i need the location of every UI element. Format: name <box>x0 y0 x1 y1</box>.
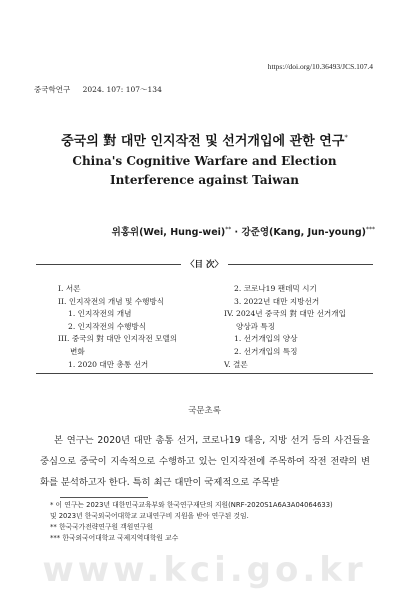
abstract-body: 본 연구는 2020년 대만 총통 선거, 코로나19 대응, 지방 선거 등의 사건들을 중심으로 중국이 지속적으로 수행하고 있는 인지작전에 주목하여 작전 전략의 변화를 분석하고자 한다. 특히 최근 대만이 국제적으로 주목받 <box>40 435 370 488</box>
footnote-divider <box>60 497 148 498</box>
watermark: www.kci.go.kr <box>42 550 367 590</box>
toc-item: 2. 선거개입의 특징 <box>234 346 298 356</box>
toc-item: V. 결론 <box>224 359 248 369</box>
toc-item: 양상과 특징 <box>236 321 276 331</box>
toc-item: 변화 <box>70 346 85 356</box>
toc-item: 1. 선거개입의 양상 <box>234 334 298 344</box>
english-title: China's Cognitive Warfare and Election Interference against Taiwan <box>72 154 337 187</box>
footnote: ** 한국국가전략연구원 객원연구원 <box>50 523 154 531</box>
author-2: 강준영(Kang, Jun-young) <box>241 227 366 238</box>
toc-heading-text: 〈目 次〉 <box>181 260 228 270</box>
abstract-heading: 국문초록 <box>188 406 221 416</box>
toc-item: 3. 2022년 대만 지방선거 <box>234 296 320 306</box>
toc-item: 1. 인지작전의 개념 <box>68 309 132 319</box>
toc-item: III. 중국의 對 대만 인지작전 모델의 <box>58 334 178 344</box>
toc-item: II. 인지작전의 개념 및 수행방식 <box>58 296 165 306</box>
toc-heading <box>36 259 373 271</box>
toc-item: IV. 2024년 중국의 對 대만 선거개입 <box>224 309 346 319</box>
toc-item: 2. 코로나19 팬데믹 시기 <box>234 284 317 293</box>
toc-item: 2. 인지작전의 수행방식 <box>68 321 147 331</box>
toc-right-column <box>224 283 374 371</box>
table-of-contents <box>36 260 373 374</box>
title-footnote-marker: * <box>344 133 348 142</box>
journal-issue: 2024. 107: 107～134 <box>82 85 162 94</box>
author-1: 위홍위(Wei, Hung-wei) <box>111 227 226 238</box>
doi-link[interactable]: https://doi.org/10.36493/JCS.107.4 <box>267 62 373 71</box>
footnote: * 이 연구는 2023년 대한민국교육부와 한국연구재단의 지원(NRF-2020S1A6A3A04064633) <box>50 501 333 509</box>
author-2-marker: *** <box>366 225 375 233</box>
author-1-marker: ** <box>225 225 232 233</box>
author-separator: · <box>231 227 242 238</box>
journal-citation <box>34 84 172 95</box>
footnote: 및 2023년 한국외국어대학교 교내연구비 지원을 받아 연구된 것임. <box>50 512 249 520</box>
journal-name: 중국학연구 <box>34 85 71 94</box>
toc-item: 1. 2020 대만 총통 선거 <box>68 359 149 369</box>
author-line <box>112 224 375 238</box>
footnote: *** 한국외국어대학교 국제지역대학원 교수 <box>50 534 179 542</box>
korean-title <box>0 130 409 149</box>
korean-title-text: 중국의 對 대만 인지작전 및 선거개입에 관한 연구 <box>61 134 345 149</box>
footnotes <box>50 500 380 544</box>
toc-item: I. 서론 <box>58 284 81 293</box>
toc-left-column <box>58 283 218 371</box>
